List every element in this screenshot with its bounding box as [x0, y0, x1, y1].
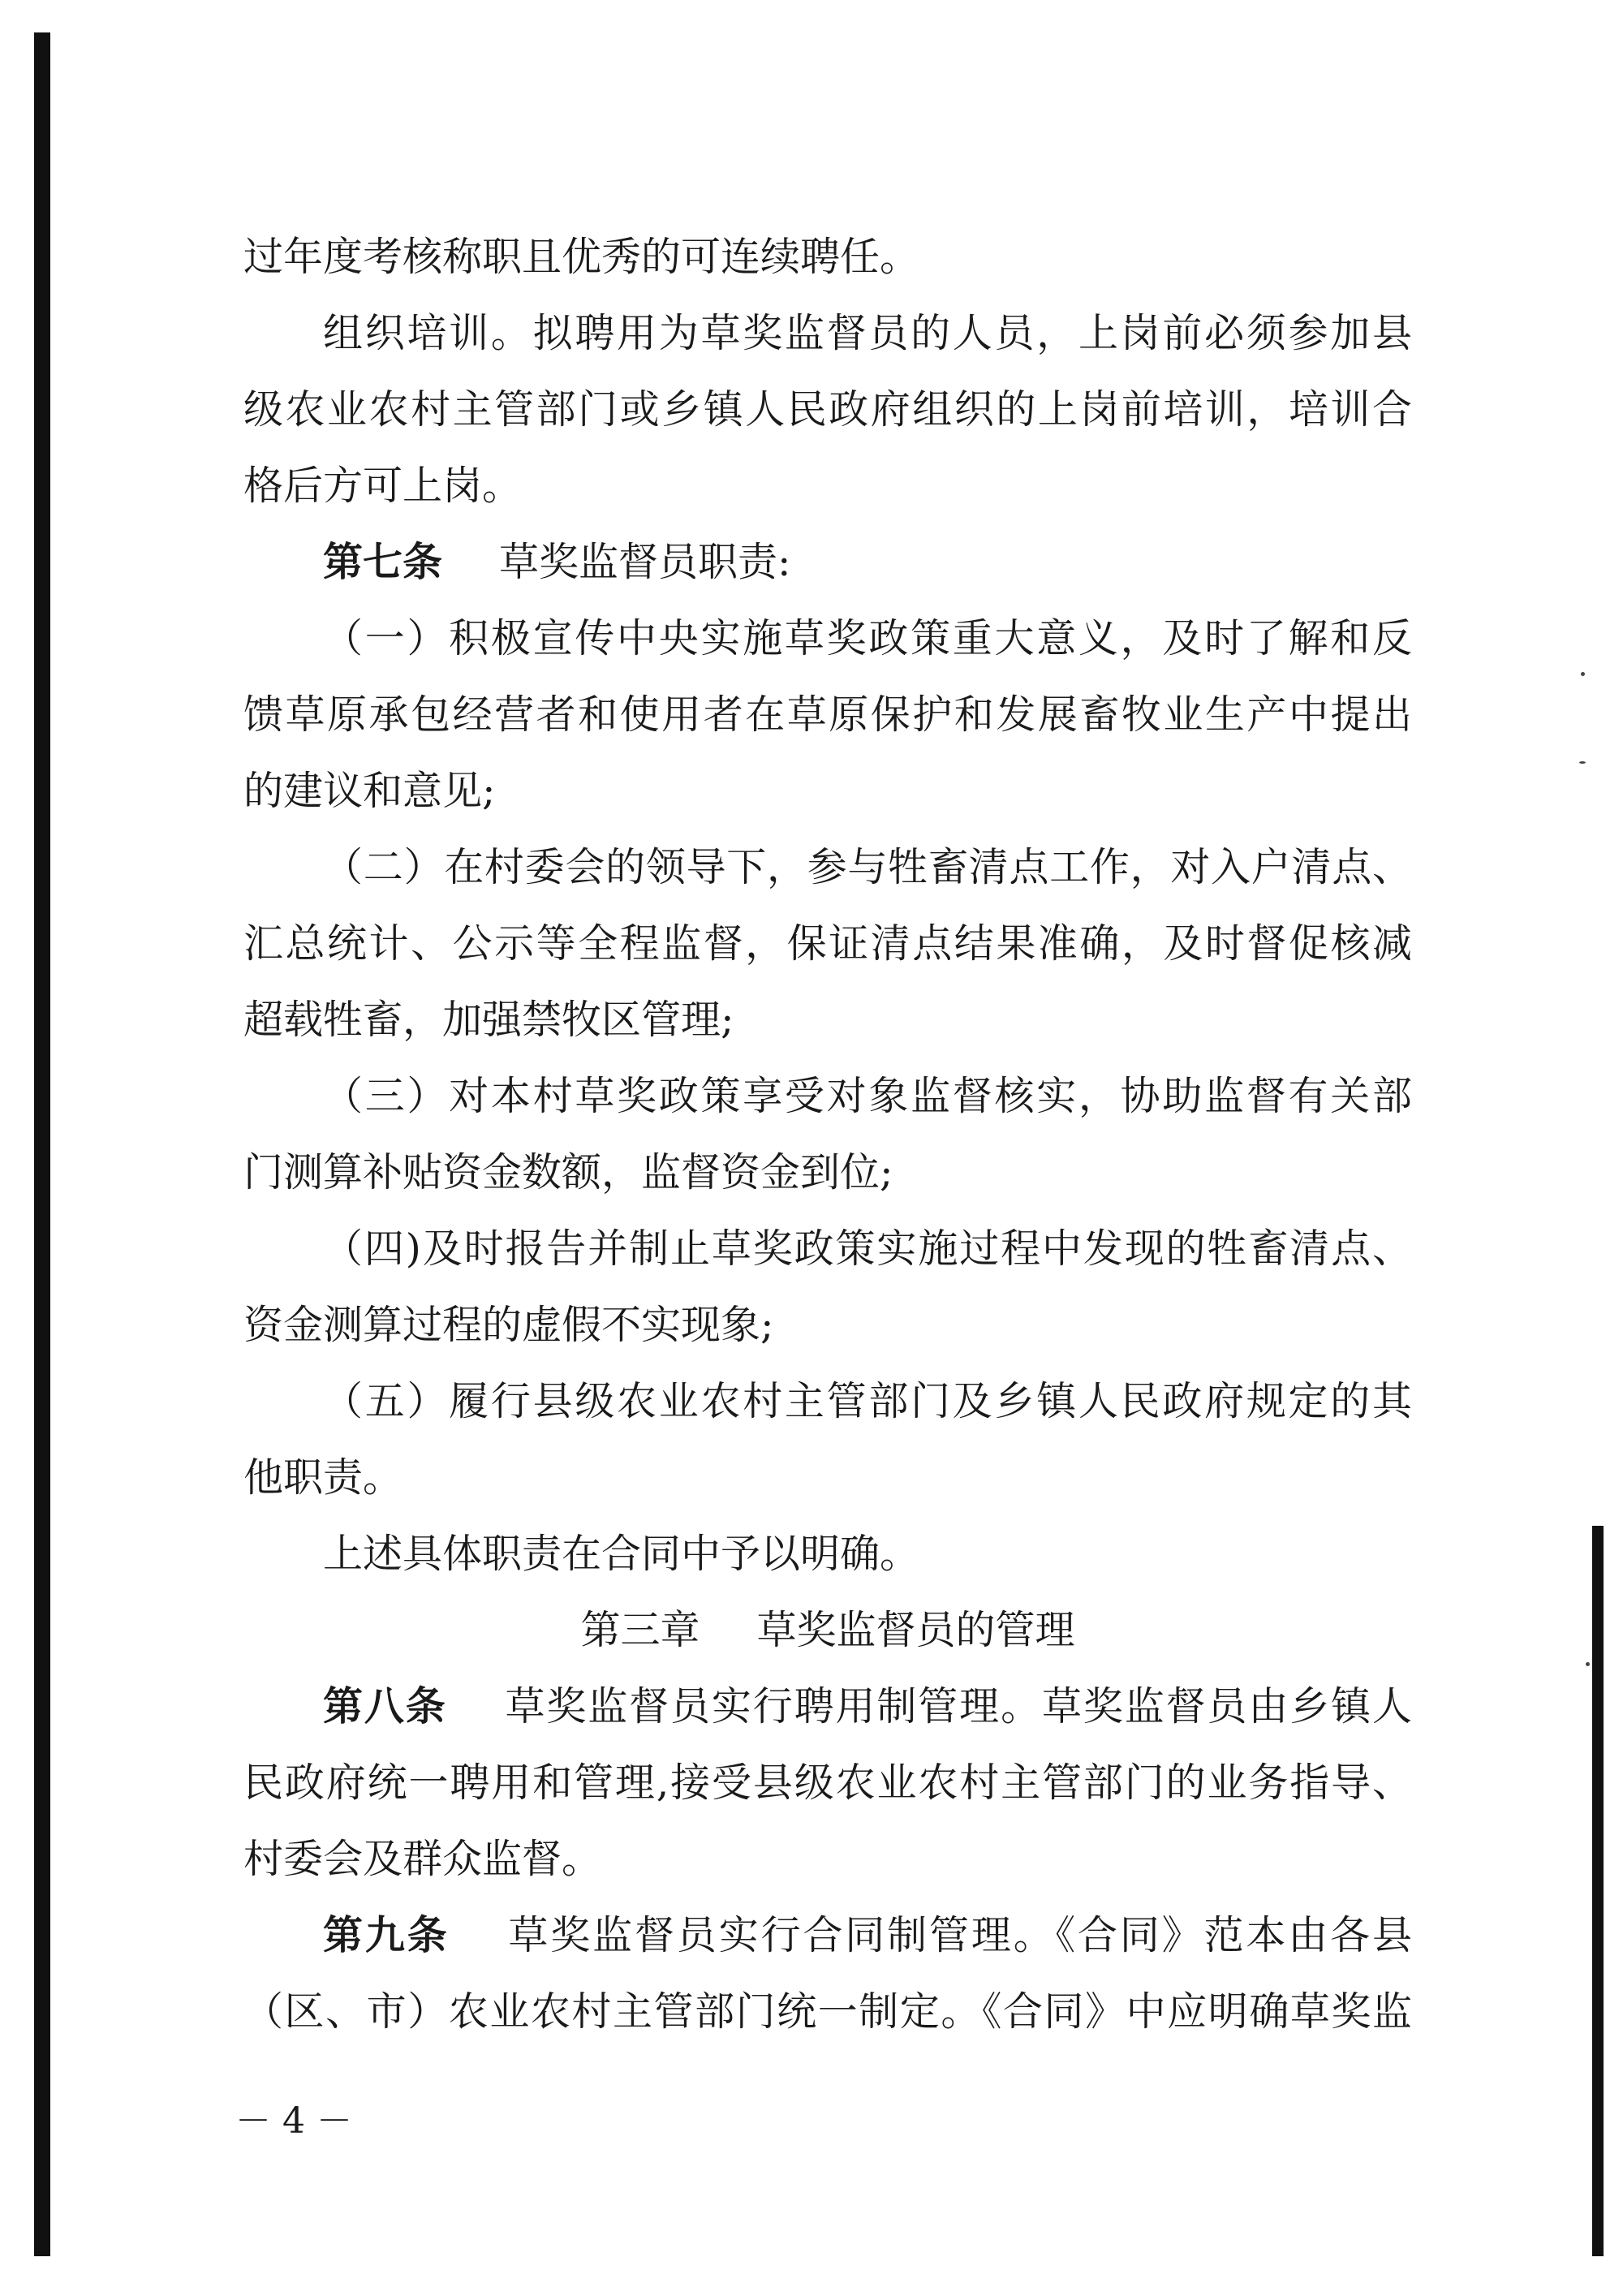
paragraph-line: 格后方可上岗。: [243, 463, 523, 509]
scan-speck: [1579, 761, 1586, 764]
paragraph-line: 资金测算过程的虚假不实现象;: [243, 1302, 774, 1348]
article-9-label: 第九条: [323, 1912, 450, 1958]
scan-speck: [1586, 1662, 1590, 1666]
paragraph-line: （一）积极宣传中央实施草奖政策重大意义，及时了解和反: [323, 615, 1412, 661]
paragraph-line: 的建议和意见;: [243, 768, 496, 814]
article-9-first-line: [243, 1910, 1412, 1961]
chapter-number: 第三章: [580, 1607, 700, 1653]
paragraph-line: 村委会及群众监督。: [243, 1836, 602, 1882]
paragraph-line: 上述具体职责在合同中予以明确。: [323, 1531, 920, 1577]
paragraph-line: 馈草原承包经营者和使用者在草原保护和发展畜牧业生产中提出: [243, 691, 1412, 738]
article-9-text: 草奖监督员实行合同制管理。《合同》范本由各县: [506, 1912, 1412, 1958]
article-7-label: 第七条: [323, 539, 443, 585]
scan-border-right: [1592, 1526, 1604, 2256]
paragraph-line: 民政府统一聘用和管理,接受县级农业农村主管部门的业务指导、: [243, 1760, 1412, 1806]
chapter-heading: [243, 1605, 1412, 1656]
article-7-heading: [243, 537, 1412, 588]
scan-border-left: [34, 32, 50, 2256]
article-8-first-line: [243, 1682, 1412, 1732]
article-8-text: 草奖监督员实行聘用制管理。草奖监督员由乡镇人: [503, 1683, 1412, 1730]
article-8-label: 第八条: [323, 1683, 447, 1730]
paragraph-line: 过年度考核称职且优秀的可连续聘任。: [243, 234, 920, 280]
paragraph-line: 超载牲畜，加强禁牧区管理;: [243, 997, 734, 1043]
paragraph-line: 他职责。: [243, 1454, 403, 1501]
page-number: － 4 －: [235, 2100, 352, 2142]
paragraph-line: 门测算补贴资金数额，监督资金到位;: [243, 1149, 893, 1195]
paragraph-line: 组织培训。拟聘用为草奖监督员的人员，上岗前必须参加县: [323, 310, 1412, 356]
chapter-title: 草奖监督员的管理: [756, 1607, 1075, 1653]
paragraph-line: （二）在村委会的领导下，参与牲畜清点工作，对入户清点、: [323, 844, 1412, 890]
article-7-title: 草奖监督员职责:: [499, 539, 791, 585]
paragraph-line: （五）履行县级农业农村主管部门及乡镇人民政府规定的其: [323, 1378, 1412, 1424]
paragraph-line: 汇总统计、公示等全程监督，保证清点结果准确，及时督促核减: [243, 920, 1412, 967]
paragraph-line: （四)及时报告并制止草奖政策实施过程中发现的牲畜清点、: [323, 1226, 1412, 1272]
paragraph-line: （区、市）农业农村主管部门统一制定。《合同》中应明确草奖监: [243, 1988, 1412, 2035]
paragraph-line: （三）对本村草奖政策享受对象监督核实，协助监督有关部: [323, 1073, 1412, 1119]
scan-speck: [1581, 672, 1585, 676]
paragraph-line: 级农业农村主管部门或乡镇人民政府组织的上岗前培训，培训合: [243, 386, 1412, 433]
